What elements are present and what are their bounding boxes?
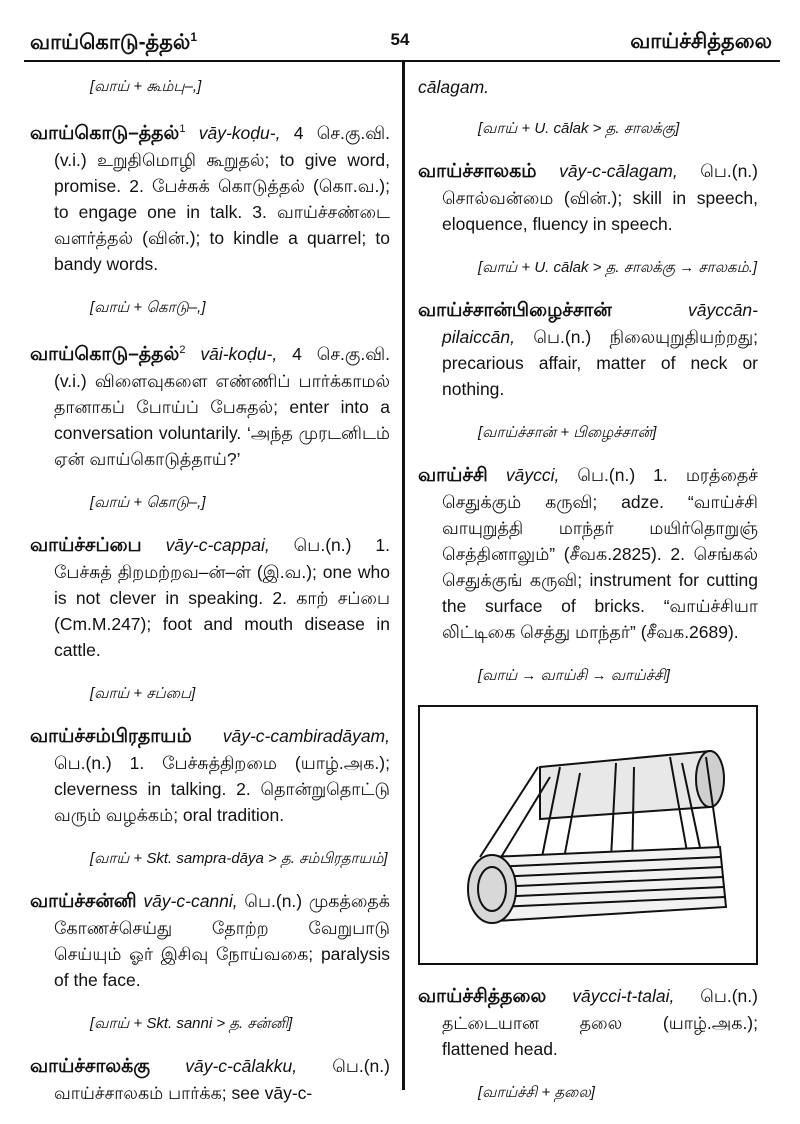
headword: வாய்ச்சம்பிரதாயம் <box>30 725 192 747</box>
etymology-note: [வாய் + U. cālak > த. சாலக்கு → சாலகம்.] <box>478 259 758 276</box>
dictionary-entry <box>418 297 758 402</box>
dictionary-entry <box>30 1053 390 1106</box>
etymology-note: [வாய்ச்சான் + பிழைச்சான்] <box>478 424 657 441</box>
left-column <box>30 74 390 1124</box>
etymology-note: [வாய் + சப்பை] <box>90 684 196 702</box>
headword: வாய்ச்சன்னி <box>30 890 137 912</box>
continued-text: cālagam. <box>418 77 490 97</box>
definition: பெ.(n.) சொல்வன்மை (வின்.); skill in speech, eloquence, fluency in speech. <box>442 161 758 234</box>
etymology-note: [வாய் → வாய்சி → வாய்ச்சி] <box>478 667 670 684</box>
page-header <box>0 0 800 56</box>
transliteration: vāy-c-cālakku, <box>185 1055 298 1076</box>
transliteration: vāyccān-pilaiccān, <box>442 300 758 347</box>
etymology-note: [வாய் + கூம்பு–,] <box>90 78 202 95</box>
right-column <box>418 74 758 1122</box>
headword: வாய்ச்சப்பை <box>30 534 142 556</box>
left-running-head: வாய்கொடு-த்தல்$^1$ <box>30 30 198 54</box>
transliteration: vāy-c-cambiradāyam, <box>222 725 390 746</box>
transliteration: vāi-koḍu-, <box>200 343 278 364</box>
headword: வாய்ச்சி <box>418 465 488 486</box>
headword: வாய்ச்சித்தலை <box>418 986 547 1007</box>
headword: வாய்கொடு–த்தல் <box>30 343 180 365</box>
definition: பெ.(n.) முகத்தைக் கோணச்செய்து தோற்ற வேறுபாடு செய்யும் ஓர் இசிவு நோய்வகை; paralysis of the face. <box>54 890 390 990</box>
definition: பெ.(n.) வாய்ச்சாலகம் பார்க்க; see vāy-c- <box>54 1055 390 1103</box>
dictionary-entry <box>30 888 390 993</box>
definition: பெ.(n.) நிலையுறுதியற்றது; precarious affair, matter of neck or nothing. <box>442 327 758 399</box>
etymology-note: [வாய்ச்சி + தலை] <box>478 1084 595 1101</box>
definition: 4 செ.கு.வி. (v.i.) விளைவுகளை எண்ணிப் பார்க்காமல் தானாகப் போய்ப் பேசுதல்; enter into a conversation voluntarily. ‘அந்த முரடனிடம் ஏன் வாய்கொடுத்தாய்?’ <box>54 343 390 469</box>
page-number: 54 <box>390 30 410 49</box>
transliteration: vāycci-t-talai, <box>572 986 675 1006</box>
etymology-note: [வாய் + கொடு–,] <box>90 298 206 316</box>
transliteration: vāy-c-cappai, <box>165 534 270 555</box>
headword: வாய்ச்சாலகம் <box>418 161 537 182</box>
etymology-note: [வாய் + Skt. sampra-dāya > த. சம்பிரதாயம்] <box>90 849 388 867</box>
definition: பெ.(n.) 1. மரத்தைச் செதுக்கும் கருவி; adze. “வாய்ச்சி வாயுறுத்தி மாந்தர் மயிர்தொறுஞ் செத்தினாலும்” (சீவக.2825). 2. செங்கல் செதுக்குங் கருவி; instrument for cutting the surface of bricks. “வாய்ச்சியா லிட்டிகை செத்து மாந்தர்” (சீவக.2689). <box>442 465 758 642</box>
dictionary-entry <box>418 983 758 1062</box>
column-divider <box>402 60 405 1090</box>
dictionary-entry <box>30 337 390 472</box>
definition: பெ.(n.) 1. பேச்சுத் திறமற்றவ–ன்–ள் (இ.வ.); one who is not clever in speaking. 2. காற் சப்பை (Cm.M.247); foot and mouth disease in cattle. <box>54 534 390 660</box>
headword: வாய்ச்சான்பிழைச்சான் <box>418 300 612 321</box>
dictionary-entry <box>418 158 758 237</box>
transliteration: vāy-c-canni, <box>143 890 238 911</box>
definition: பெ.(n.) தட்டையான தலை (யாழ்.அக.); flattened head. <box>442 986 758 1059</box>
headword: வாய்ச்சாலக்கு <box>30 1055 151 1077</box>
transliteration: vāycci, <box>505 465 560 485</box>
headword: வாய்கொடு–த்தல் <box>30 122 180 144</box>
definition: 4 செ.கு.வி. (v.i.) உறுதிமொழி கூறுதல்; to give word, promise. 2. பேச்சுக் கொடுத்தல் (கொ.வ.); to engage one in talk. 3. வாய்ச்சண்டை வளர்த்தல் (வின்.); to kindle a quarrel; to bandy words. <box>54 122 390 274</box>
homonym-number: 2 <box>179 343 186 356</box>
etymology-note: [வாய் + U. cālak > த. சாலக்கு] <box>478 120 680 137</box>
dictionary-entry <box>30 116 390 277</box>
adze-illustration <box>418 705 758 965</box>
dictionary-entry <box>418 462 758 645</box>
etymology-note: [வாய் + கொடு–,] <box>90 493 206 511</box>
definition: பெ.(n.) 1. பேச்சுத்திறமை (யாழ்.அக.); cleverness in talking. 2. தொன்றுதொட்டு வரும் வழக்கம்; oral tradition. <box>54 752 390 825</box>
dictionary-entry <box>30 532 390 663</box>
homonym-number: 1 <box>179 123 186 135</box>
transliteration: vāy-c-cālagam, <box>559 161 678 181</box>
dictionary-entry <box>30 723 390 828</box>
right-running-head: வாய்ச்சித்தலை <box>630 30 772 53</box>
etymology-note: [வாய் + Skt. sanni > த. சன்னி] <box>90 1014 293 1032</box>
transliteration: vāy-koḍu-, <box>198 122 281 143</box>
